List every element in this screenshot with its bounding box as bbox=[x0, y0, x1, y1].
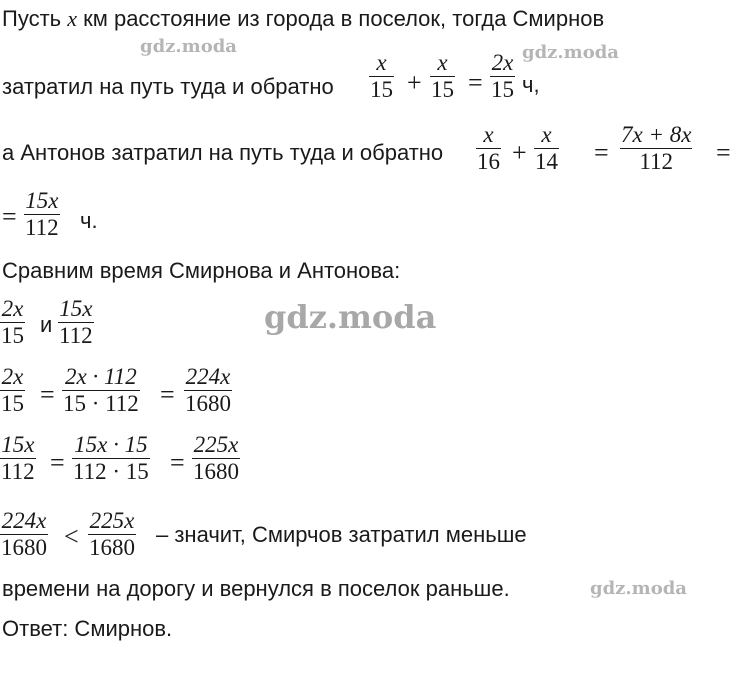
fraction-224x-1680: 224x 1680 bbox=[1, 508, 47, 560]
fraction-x-15: x 15 bbox=[431, 50, 454, 102]
conclusion-text-continued: времени на дорогу и вернулся в поселок раньше. bbox=[2, 576, 510, 601]
fraction-x-15: x 15 bbox=[370, 50, 393, 102]
fraction-224x-1680: 224x 1680 bbox=[185, 364, 231, 416]
equals-sign: = bbox=[40, 380, 55, 409]
plus-sign: + bbox=[407, 68, 422, 97]
answer-line: Ответ: Смирнов. bbox=[2, 616, 173, 641]
fraction-2x112-15x112: 2x · 112 15 · 112 bbox=[63, 364, 139, 416]
plus-sign: + bbox=[512, 138, 527, 167]
antonov-text: а Антонов затратил на путь туда и обратно bbox=[2, 140, 444, 165]
equals-sign: = bbox=[468, 68, 483, 97]
compare-heading: Сравним время Смирнова и Антонова: bbox=[2, 258, 401, 283]
fraction-15x15-112x15: 15x · 15 112 · 15 bbox=[73, 432, 149, 484]
watermark: gdz.moda bbox=[264, 298, 437, 336]
equals-sign: = bbox=[716, 138, 731, 167]
conclusion-text: – значит, Смирчов затратил меньше bbox=[156, 522, 527, 547]
fraction-x-16: x 16 bbox=[477, 122, 500, 174]
unit-hours: ч. bbox=[80, 208, 98, 233]
less-than-sign: < bbox=[64, 522, 79, 551]
equals-sign: = bbox=[170, 448, 185, 477]
fraction-15x-112: 15x 112 bbox=[59, 296, 93, 348]
fraction-2x-15: 2x 15 bbox=[1, 364, 24, 416]
fraction-15x-112: 15x 112 bbox=[25, 188, 59, 240]
equals-sign: = bbox=[50, 448, 65, 477]
fraction-x-14: x 14 bbox=[535, 122, 558, 174]
and-word: и bbox=[40, 312, 53, 337]
equals-sign: = bbox=[594, 138, 609, 167]
watermark: gdz.moda bbox=[140, 36, 237, 57]
fraction-225x-1680: 225x 1680 bbox=[89, 508, 135, 560]
equals-sign: = bbox=[160, 380, 175, 409]
watermark: gdz.moda bbox=[590, 578, 687, 599]
smirnov-text: затратил на путь туда и обратно bbox=[2, 74, 334, 99]
watermark: gdz.moda bbox=[522, 42, 619, 63]
equals-sign: = bbox=[2, 202, 17, 231]
fraction-225x-1680: 225x 1680 bbox=[193, 432, 239, 484]
variable-x: x bbox=[67, 6, 77, 31]
fraction-2x-15: 2x 15 bbox=[491, 50, 514, 102]
intro-line: Пусть x км расстояние из города в поселок, тогда Смирнов bbox=[2, 6, 605, 31]
fraction-15x-112: 15x 112 bbox=[1, 432, 35, 484]
fraction-7x-8x-112: 7x + 8x 112 bbox=[621, 122, 692, 174]
unit-hours: ч, bbox=[522, 72, 540, 97]
fraction-2x-15: 2x 15 bbox=[1, 296, 24, 348]
